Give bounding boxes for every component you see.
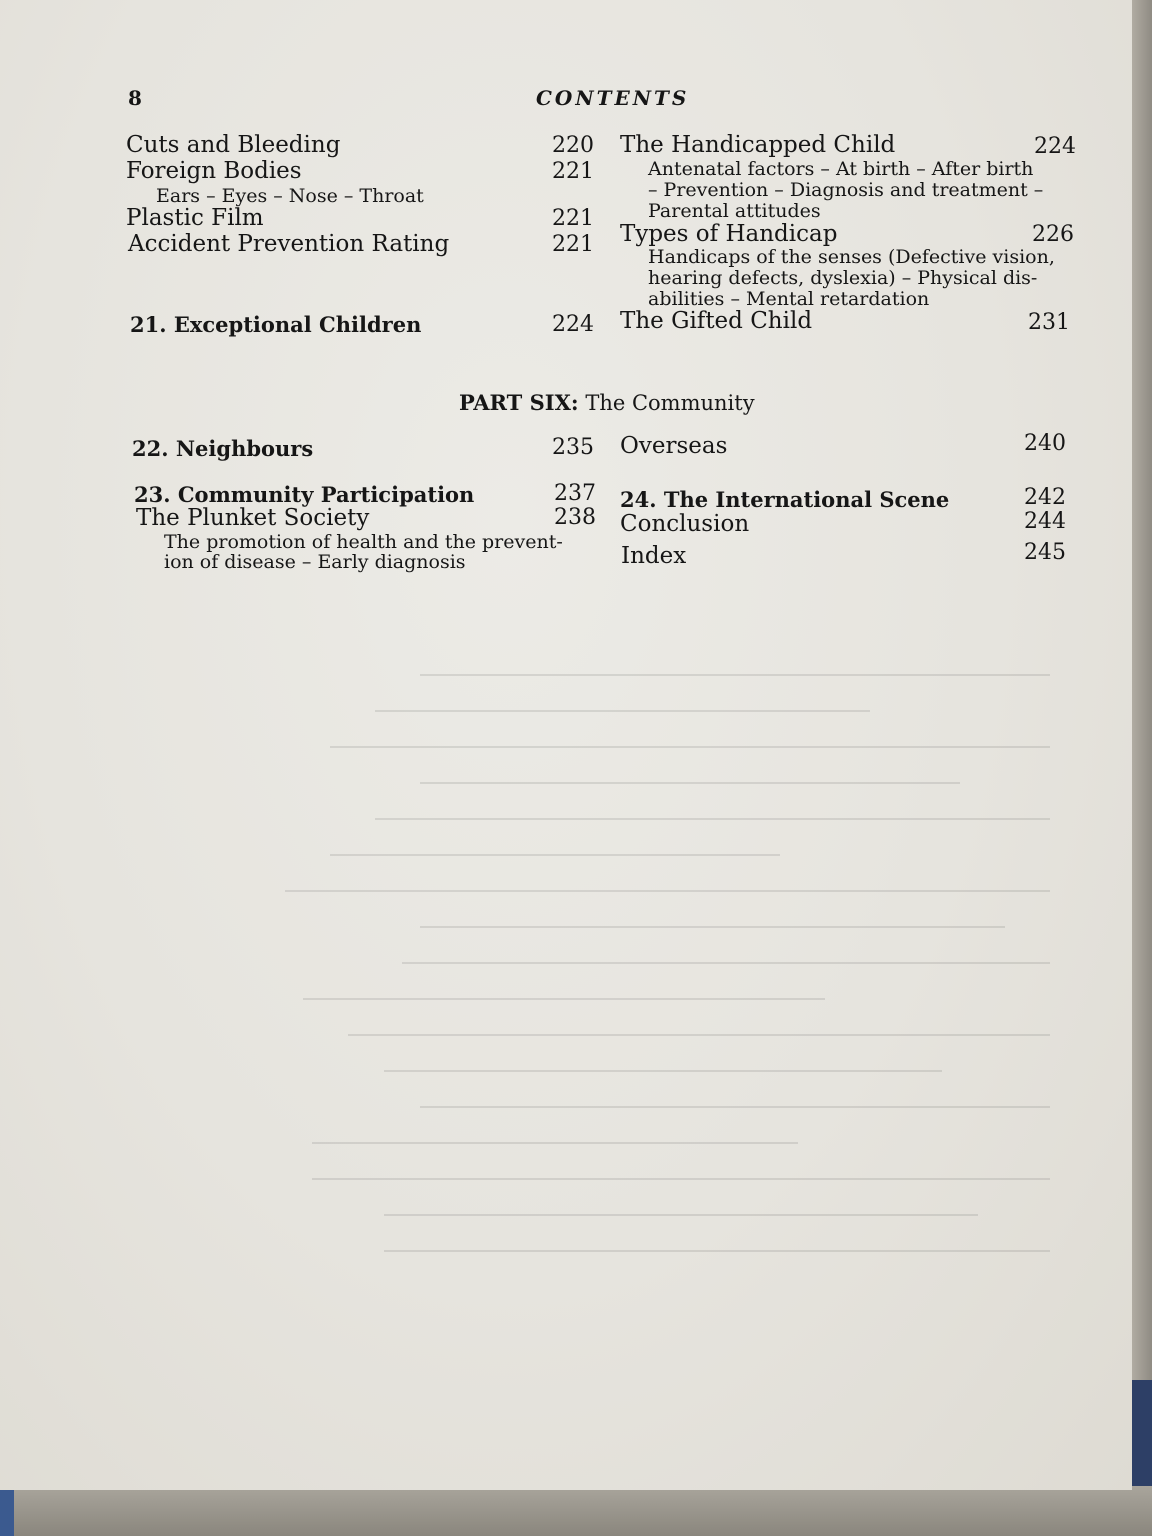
entry-foreign-bodies: Foreign Bodies bbox=[126, 158, 302, 184]
subentry-foreign-bodies: Ears – Eyes – Nose – Throat bbox=[156, 185, 424, 207]
subentry-types-2: hearing defects, dyslexia) – Physical dis- bbox=[648, 267, 1038, 289]
page-plunket-society: 238 bbox=[554, 505, 596, 530]
entry-conclusion: Conclusion bbox=[620, 511, 750, 537]
book-cover-corner bbox=[0, 1488, 14, 1536]
entry-plastic-film: Plastic Film bbox=[126, 205, 264, 231]
part-six-label: PART SIX: bbox=[459, 390, 579, 415]
entry-accident-prevention: Accident Prevention Rating bbox=[128, 231, 450, 257]
page-accident-prevention: 221 bbox=[552, 232, 594, 257]
entry-index: Index bbox=[621, 543, 687, 569]
chapter-22-title: 22. Neighbours bbox=[132, 436, 314, 461]
subentry-handicapped-1: Antenatal factors – At birth – After birth bbox=[648, 158, 1034, 180]
page-number: 8 bbox=[128, 86, 142, 110]
subentry-plunket-1: The promotion of health and the prevent- bbox=[164, 531, 563, 553]
entry-overseas: Overseas bbox=[620, 433, 728, 459]
page-foreign-bodies: 221 bbox=[552, 159, 594, 184]
chapter-22-page: 235 bbox=[552, 435, 594, 460]
page-types-of-handicap: 226 bbox=[1032, 222, 1074, 247]
chapter-21-title: 21. Exceptional Children bbox=[130, 312, 422, 337]
subentry-handicapped-2: – Prevention – Diagnosis and treatment – bbox=[648, 179, 1044, 201]
part-six-heading bbox=[459, 390, 755, 415]
subentry-types-3: abilities – Mental retardation bbox=[648, 288, 930, 310]
page-overseas: 240 bbox=[1024, 431, 1066, 456]
page-plastic-film: 221 bbox=[552, 206, 594, 231]
page-edge-bottom bbox=[0, 1486, 1152, 1536]
page-gifted-child: 231 bbox=[1028, 310, 1070, 335]
chapter-24-title: 24. The International Scene bbox=[620, 487, 950, 512]
entry-plunket-society: The Plunket Society bbox=[136, 505, 370, 531]
page-handicapped-child: 224 bbox=[1034, 134, 1076, 159]
subentry-plunket-2: ion of disease – Early diagnosis bbox=[164, 551, 466, 573]
page-cuts-bleeding: 220 bbox=[552, 133, 594, 158]
page-conclusion: 244 bbox=[1024, 509, 1066, 534]
chapter-23-page: 237 bbox=[554, 481, 596, 506]
entry-handicapped-child: The Handicapped Child bbox=[620, 132, 896, 158]
subentry-types-1: Handicaps of the senses (Defective vision, bbox=[648, 246, 1055, 268]
subentry-handicapped-3: Parental attitudes bbox=[648, 200, 821, 222]
entry-cuts-bleeding: Cuts and Bleeding bbox=[126, 132, 341, 158]
entry-types-of-handicap: Types of Handicap bbox=[620, 221, 838, 247]
show-through-texture bbox=[150, 640, 1050, 1260]
running-header-title: CONTENTS bbox=[536, 86, 690, 110]
entry-gifted-child: The Gifted Child bbox=[620, 308, 813, 334]
page-index: 245 bbox=[1024, 540, 1066, 565]
chapter-21-page: 224 bbox=[552, 312, 594, 337]
chapter-24-page: 242 bbox=[1024, 485, 1066, 510]
chapter-23-title: 23. Community Participation bbox=[134, 482, 475, 507]
part-six-name: The Community bbox=[585, 391, 755, 415]
